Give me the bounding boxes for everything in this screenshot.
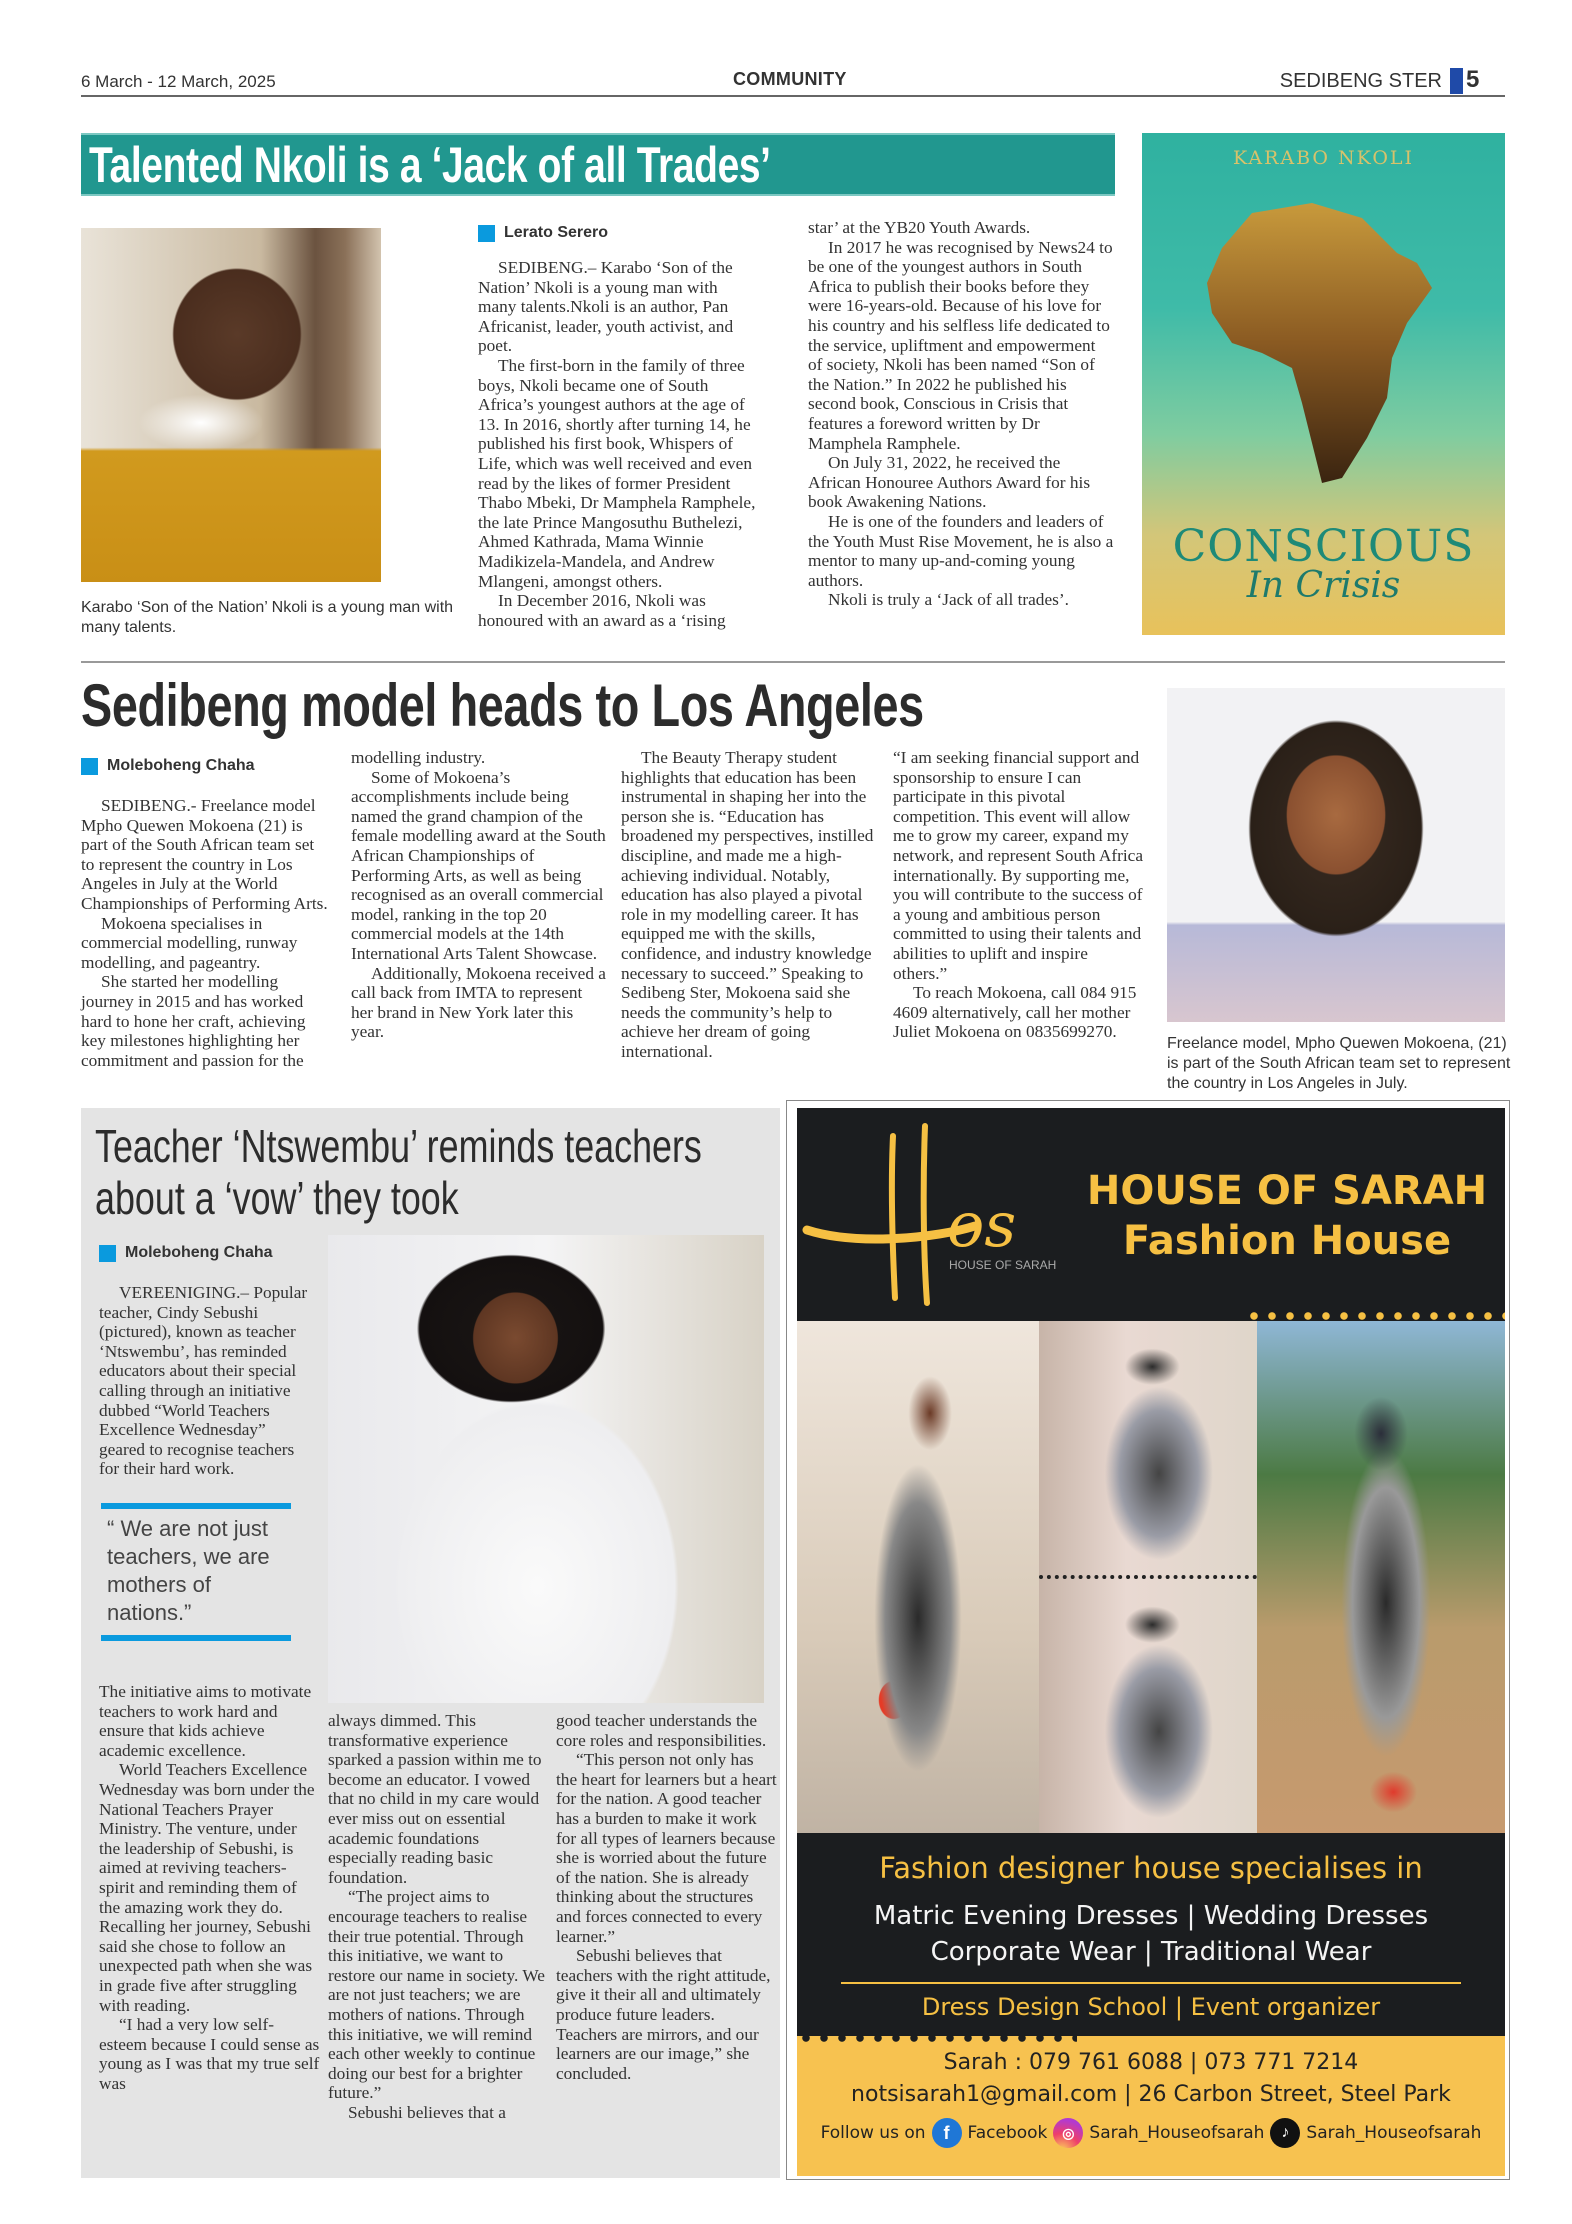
africa-map-illustration <box>1192 193 1452 493</box>
paragraph: World Teachers Excellence Wednesday was born under the National Teachers Prayer Ministry. The venture, under the leadership of Sebushi, is aimed at reviving teachers-spirit and reminding them of the amazing work they do. Recalling her journey, Sebushi said she chose to follow an unexpected path when she was in grade five after struggling with reading. <box>99 1760 315 2015</box>
house-of-sarah-logo-icon <box>797 1118 1067 1308</box>
advert-categories-2: Corporate Wear | Traditional Wear <box>930 1937 1372 1967</box>
article2-column-3 <box>621 748 877 1062</box>
article3-photo-cindy-sebushi <box>328 1235 764 1703</box>
paragraph: SEDIBENG.– Karabo ‘Son of the Nation’ Nkoli is a young man with many talents.Nkoli is an author, Pan Africanist, leader, youth activist, and poet. <box>478 258 734 356</box>
advert-email-address: notsisarah1@gmail.com | 26 Carbon Street, Steel Park <box>851 2082 1451 2107</box>
tiktok-icon: ♪ <box>1270 2118 1300 2148</box>
paragraph: Nkoli is truly a ‘Jack of all trades’. <box>828 590 1069 610</box>
header-rule <box>81 95 1505 97</box>
advert-services-panel <box>797 1833 1505 2036</box>
paragraph: SEDIBENG.- Freelance model Mpho Quewen Mokoena (21) is part of the South African team set to represent the country in Los Angeles in July at the World Championships of Performing Arts. <box>81 796 328 913</box>
article1-photo-karabo-nkoli <box>81 228 381 582</box>
paragraph: In 2017 he was recognised by News24 to be one of the youngest authors in South Africa to publish their books before they were 16-years-old. Because of his love for his country and his selfless life dedicated to the service, upliftment and empowerment of society, Nkoli has been named “Son of the Nation.” In 2022 he published his second book, Conscious in Crisis that features a foreword written by Dr Mamphela Ramphele. <box>808 237 1113 453</box>
article2-column-4 <box>893 748 1145 1042</box>
byline-marker-icon <box>81 758 98 775</box>
article3-intro <box>99 1283 315 1479</box>
paragraph: “I had a very low self-esteem because I could sense as young as I was that my true self was <box>99 2015 320 2093</box>
paragraph: Additionally, Mokoena received a call back from IMTA to represent her brand in New York later this year. <box>351 963 606 1042</box>
instagram-icon: ◎ <box>1053 2118 1083 2148</box>
advert-photo-column-2 <box>1039 1321 1257 1833</box>
paragraph: VEREENIGING.– Popular teacher, Cindy Sebushi (pictured), known as teacher ‘Ntswembu’, has reminded educators about their special calling through an initiative dubbed “World Teachers Excellence Wednesday” geared to recognise teachers for their hard work. <box>99 1283 308 1479</box>
advert-categories-1: Matric Evening Dresses | Wedding Dresses <box>873 1901 1429 1931</box>
paragraph: modelling industry. <box>351 748 486 767</box>
facebook-icon: f <box>932 2118 962 2148</box>
paragraph: She started her modelling journey in 2015 and has worked hard to hone her craft, achieving key milestones highlighting her commitment and passion for the <box>81 972 306 1070</box>
logo-subtext: HOUSE OF SARAH <box>949 1258 1057 1272</box>
paragraph: In December 2016, Nkoli was honoured with an award as a ‘rising <box>478 591 726 630</box>
section-label: COMMUNITY <box>733 69 847 89</box>
article3-column-3 <box>556 1711 778 2083</box>
advert-house-of-sarah <box>797 1108 1505 2176</box>
article1-headline-banner <box>81 133 1115 196</box>
advert-name-line2: Fashion House <box>1122 1218 1452 1264</box>
social-instagram-label: Sarah_Houseofsarah <box>1089 2123 1265 2143</box>
article1-author: Lerato Serero <box>504 224 609 241</box>
follow-label: Follow us on <box>820 2123 926 2143</box>
paragraph: Some of Mokoena’s accomplishments include being named the grand champion of the female modelling award at the South African Championships of Performing Arts, as well as being recognised as an overall commercial model, ranking in the top 20 commercial models at the 14th International Arts Talent Showcase. <box>351 767 606 963</box>
paragraph: “The project aims to encourage teachers to realise their true potential. Through this initiative, we want to restore our name in society. We are not just teachers; we are mothers of nations. Through this initiative, we will remind each other weekly to continue doing our best for a brighter future.” <box>328 1887 545 2103</box>
book-subtitle: In Crisis <box>1246 565 1401 606</box>
paragraph: Sebushi believes that teachers with the right attitude, give it their all and ultimately produce future leaders. Teachers are mirrors, and our learners are our image,” she concluded. <box>556 1946 771 2083</box>
article1-column-2 <box>808 218 1114 610</box>
paragraph: On July 31, 2022, he received the African Honouree Authors Award for his book Awakening Nations. <box>808 453 1091 512</box>
article2-column-1 <box>81 796 331 1070</box>
issue-date: 6 March - 12 March, 2025 <box>81 72 276 91</box>
paragraph: To reach Mokoena, call 084 915 4609 alternatively, call her mother Juliet Mokoena on 0835699270. <box>893 983 1137 1042</box>
article2-column-2 <box>351 748 607 1042</box>
page-number-marker <box>1450 68 1463 94</box>
paragraph: always dimmed. This transformative experience sparked a passion within me to become an educator. I vowed that no child in my care would ever miss out on essential academic foundations especially reading basic foundation. <box>328 1711 542 1887</box>
article3-headline-line2: about a ‘vow’ they took <box>95 1172 459 1224</box>
article1-headline: Talented Nkoli is a ‘Jack of all Trades’ <box>89 137 771 193</box>
advert-photo-collage <box>797 1321 1505 1833</box>
article2-photo-caption: Freelance model, Mpho Quewen Mokoena, (21) is part of the South African team set to represent the country in Los Angeles in July. <box>1167 1035 1511 1092</box>
pull-quote-text: “ We are not just teachers, we are mothers of nations.” <box>107 1516 270 1625</box>
paragraph: “I am seeking financial support and sponsorship to ensure I can participate in this pivotal competition. This event will allow me to grow my career, expand my network, and represent South Africa internationally. By supporting me, you will contribute to the success of a young and ambitious person committed to using their talents and abilities to uplift and inspire others.” <box>893 748 1144 983</box>
advert-divider <box>841 1982 1461 1984</box>
paragraph: star’ at the YB20 Youth Awards. <box>808 218 1031 237</box>
article2-photo-mpho-mokoena <box>1167 688 1505 1022</box>
article1-byline <box>478 224 608 242</box>
advert-specialises: Fashion designer house specialises in <box>879 1851 1423 1885</box>
advert-business-name <box>1082 1166 1492 1266</box>
article3-byline <box>99 1244 273 1262</box>
article2-headline: Sedibeng model heads to Los Angeles <box>81 672 924 739</box>
social-tiktok-label: Sarah_Houseofsarah <box>1306 2123 1482 2143</box>
social-facebook-label: Facebook <box>967 2123 1048 2143</box>
paragraph: “This person not only has the heart for learners but a heart for the nation. A good teacher has a burden to make it work for all types of learners because she is worried about the future of the nation. She is already thinking about the structures and forces connected to every learner.” <box>556 1750 777 1946</box>
advert-phone: Sarah : 079 761 6088 | 073 771 7214 <box>943 2050 1359 2075</box>
advert-photo-4 <box>1257 1321 1505 1833</box>
pull-quote <box>101 1503 291 1641</box>
paragraph: Mokoena specialises in commercial modelling, runway modelling, and pageantry. <box>81 913 298 972</box>
article3-headline <box>95 1120 702 1224</box>
advert-header <box>797 1108 1505 1321</box>
paragraph: The first-born in the family of three boys, Nkoli became one of South Africa’s youngest authors at the age of 13. In 2016, shortly after turning 14, he published his first book, Whispers of Life, which was well received and even read by the likes of former President Thabo Mbeki, Dr Mamphela Ramphele, the late Prince Mangosuthu Buthelezi, Ahmed Kathrada, Mama Winnie Madikizela-Mandela, and Andrew Mlangeni, amongst others. <box>478 355 756 591</box>
advert-social-links <box>801 2118 1501 2148</box>
advert-contact-panel <box>797 2036 1505 2176</box>
article2-byline <box>81 757 255 775</box>
page-number: 5 <box>1466 66 1480 93</box>
paragraph: Sebushi believes that a <box>348 2102 506 2122</box>
advert-photo-1 <box>797 1321 1039 1833</box>
book-cover-conscious-in-crisis <box>1142 133 1505 635</box>
advert-name-line1: HOUSE OF SARAH <box>1086 1168 1488 1214</box>
article3-author: Moleboheng Chaha <box>125 1244 273 1261</box>
decorative-dots <box>1245 1311 1505 1321</box>
book-title: CONSCIOUS <box>1172 521 1475 572</box>
advert-photo-2 <box>1039 1321 1257 1579</box>
article1-photo-caption: Karabo ‘Son of the Nation’ Nkoli is a young man with many talents. <box>81 599 454 636</box>
article1-column-1 <box>478 258 756 630</box>
paragraph: good teacher understands the core roles and responsibilities. <box>556 1711 767 1750</box>
paragraph: He is one of the founders and leaders of the Youth Must Rise Movement, he is also a mentor to many up-and-coming young authors. <box>808 511 1114 590</box>
book-author: KARABO NKOLI <box>1232 147 1415 169</box>
advert-services: Dress Design School | Event organizer <box>921 1993 1381 2021</box>
byline-marker-icon <box>99 1245 116 1262</box>
section-divider <box>81 661 1505 663</box>
svg-text:os: os <box>947 1188 1017 1261</box>
paragraph: The Beauty Therapy student highlights that education has been instrumental in shaping her into the person she is. “Education has broadened my perspectives, instilled discipline, and made me a high-achieving individual. Notably, education has also played a pivotal role in my modelling career. It has equipped me with the skills, confidence, and industry knowledge necessary to succeed.” Speaking to Sedibeng Ster, Mokoena said she needs the community’s help to achieve her dream of going international. <box>621 748 874 1061</box>
article3-column-1 <box>99 1682 321 2093</box>
publication-name: SEDIBENG STER <box>1279 70 1442 92</box>
pull-quote-rule-bottom <box>101 1635 291 1641</box>
decorative-dots <box>797 2033 1077 2043</box>
article3-column-2 <box>328 1711 550 2122</box>
paragraph: The initiative aims to motivate teachers to work hard and ensure that kids achieve academic excellence. <box>99 1682 312 1760</box>
article3-headline-line1: Teacher ‘Ntswembu’ reminds teachers <box>95 1120 702 1172</box>
article2-author: Moleboheng Chaha <box>107 757 255 774</box>
advert-photo-3 <box>1039 1579 1257 1833</box>
byline-marker-icon <box>478 225 495 242</box>
